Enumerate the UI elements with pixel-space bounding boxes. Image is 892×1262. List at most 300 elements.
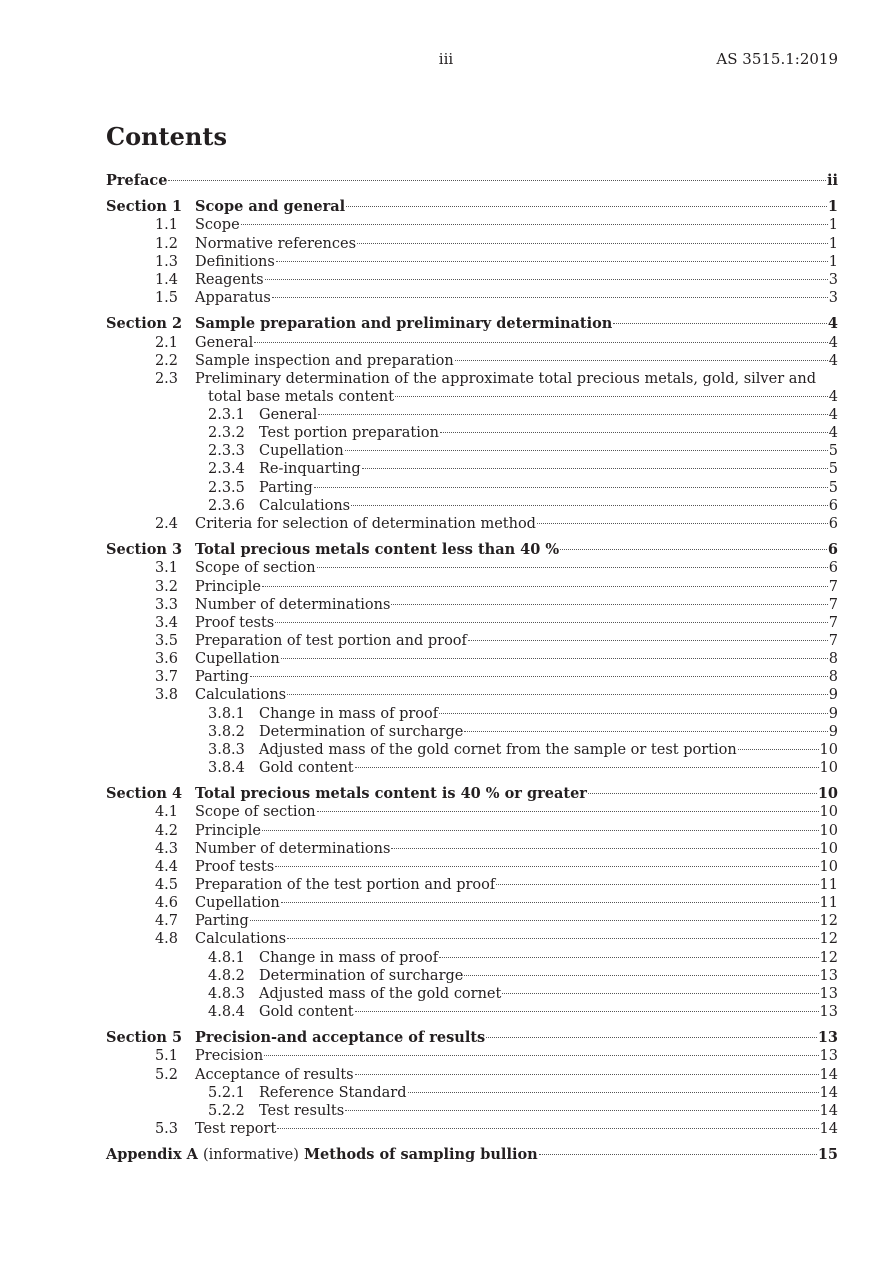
toc-entry[interactable] xyxy=(106,198,838,216)
dot-leader xyxy=(281,902,819,903)
toc-entry-title: Calculations xyxy=(195,687,287,704)
header-standard-code: AS 3515.1:2019 xyxy=(716,50,838,68)
toc-entry[interactable] xyxy=(106,442,838,460)
toc-entry-title: Scope and general xyxy=(195,198,346,216)
toc-entry-line xyxy=(195,253,838,271)
toc-entry-number: 1.2 xyxy=(154,235,178,252)
toc-entry-number: Section 2 xyxy=(106,315,183,333)
toc-entry-page-number: 10 xyxy=(819,858,838,875)
toc-entry-title: Test results xyxy=(259,1102,345,1119)
toc-entry[interactable] xyxy=(106,578,838,596)
dot-leader xyxy=(265,279,828,280)
toc-entry-line xyxy=(259,479,838,497)
toc-entry[interactable] xyxy=(106,388,838,406)
toc-entry-number: 5.2.2 xyxy=(208,1102,245,1119)
toc-entry-number: 3.2 xyxy=(154,578,178,595)
toc-entry-line xyxy=(195,315,838,333)
toc-entry-line xyxy=(195,271,838,289)
dot-leader xyxy=(486,1037,817,1038)
toc-entry-page-number: 7 xyxy=(828,614,838,631)
dot-leader xyxy=(254,342,827,343)
toc-entry[interactable] xyxy=(106,315,838,333)
toc-entry-page-number: 5 xyxy=(828,479,838,496)
page-title: Contents xyxy=(106,122,227,151)
toc-entry-line xyxy=(195,1066,838,1084)
toc-entry-title: Scope of section xyxy=(195,560,316,577)
toc-entry-page-number: 10 xyxy=(819,804,838,821)
toc-entry-number: 1.1 xyxy=(154,217,178,234)
toc-entry-title: Precision-and acceptance of results xyxy=(195,1029,486,1047)
toc-entry-page-number: 14 xyxy=(819,1066,838,1083)
dot-leader xyxy=(317,811,819,812)
toc-entry-line xyxy=(195,559,838,577)
toc-entry[interactable] xyxy=(106,352,838,370)
toc-entry-page-number: 3 xyxy=(828,290,838,307)
toc-entry-page-number: 4 xyxy=(828,388,838,405)
toc-entry[interactable] xyxy=(106,705,838,723)
table-of-contents xyxy=(106,172,838,1164)
toc-entry-page-number: 12 xyxy=(819,949,838,966)
toc-entry-number: 4.3 xyxy=(154,840,178,857)
toc-entry[interactable] xyxy=(106,1084,838,1102)
toc-entry-number: 4.8.1 xyxy=(208,949,245,966)
toc-entry[interactable] xyxy=(106,515,838,533)
toc-entry-line xyxy=(259,406,838,424)
toc-entry-title: Number of determinations xyxy=(195,596,391,613)
toc-entry-number: 4.8.2 xyxy=(208,967,245,984)
toc-entry-number: 2.4 xyxy=(154,515,178,532)
toc-entry[interactable] xyxy=(106,822,838,840)
toc-entry-title: Calculations xyxy=(195,931,287,948)
toc-entry-page-number: 8 xyxy=(828,651,838,668)
toc-entry[interactable] xyxy=(106,967,838,985)
toc-entry-line xyxy=(208,388,838,406)
toc-entry[interactable] xyxy=(106,460,838,478)
toc-entry[interactable] xyxy=(106,985,838,1003)
toc-entry-line xyxy=(259,442,838,460)
dot-leader xyxy=(287,694,828,695)
toc-entry-page-number: 12 xyxy=(819,913,838,930)
toc-entry[interactable] xyxy=(106,912,838,930)
toc-entry-title: Parting xyxy=(195,669,249,686)
toc-entry-line xyxy=(195,686,838,704)
dot-leader xyxy=(317,567,828,568)
toc-entry-number: 2.3.5 xyxy=(208,479,245,496)
appendix-title: Methods of sampling bullion xyxy=(303,1146,538,1164)
toc-entry-title: Sample preparation and preliminary determination xyxy=(195,315,613,333)
toc-entry-page-number: 11 xyxy=(819,876,838,893)
toc-entry-page-number: 9 xyxy=(828,723,838,740)
toc-entry-number: 3.8.4 xyxy=(208,759,245,776)
toc-entry[interactable] xyxy=(106,1066,838,1084)
toc-entry-title: Cupellation xyxy=(195,895,280,912)
toc-entry[interactable] xyxy=(106,876,838,894)
toc-entry[interactable] xyxy=(106,334,838,352)
toc-entry[interactable] xyxy=(106,894,838,912)
dot-leader xyxy=(613,323,827,324)
toc-entry[interactable] xyxy=(106,541,838,559)
toc-entry-title: Total precious metals content is 40 % or greater xyxy=(195,785,587,803)
toc-entry-number: 4.6 xyxy=(154,895,178,912)
toc-entry-title: Principle xyxy=(195,578,261,595)
toc-entry-title: Parting xyxy=(195,913,249,930)
toc-entry-number: 3.8.3 xyxy=(208,741,245,758)
toc-entry[interactable] xyxy=(106,930,838,948)
toc-entry-number: 4.2 xyxy=(154,822,178,839)
toc-entry-page-number: 14 xyxy=(819,1102,838,1119)
toc-entry-line xyxy=(259,985,838,1003)
toc-entry-page-number: 7 xyxy=(828,578,838,595)
toc-entry-line xyxy=(259,424,838,442)
toc-entry-number: 4.7 xyxy=(154,913,178,930)
toc-entry-title: Adjusted mass of the gold cornet from the sample or test portion xyxy=(259,741,737,758)
toc-entry[interactable] xyxy=(106,949,838,967)
toc-entry-line xyxy=(195,515,838,533)
toc-entry-page-number: 4 xyxy=(828,352,838,369)
toc-entry-line xyxy=(195,216,838,234)
toc-entry-line xyxy=(195,235,838,253)
toc-entry[interactable] xyxy=(106,1047,838,1065)
dot-leader xyxy=(539,1154,817,1155)
toc-entry-line xyxy=(195,785,838,803)
toc-entry[interactable] xyxy=(106,172,838,190)
dot-leader xyxy=(502,993,818,994)
dot-leader xyxy=(262,830,819,831)
toc-entry-title: Change in mass of proof xyxy=(259,705,439,722)
toc-entry-title: Acceptance of results xyxy=(195,1066,354,1083)
dot-leader xyxy=(439,713,828,714)
toc-entry-line xyxy=(259,723,838,741)
toc-entry-number: 4.4 xyxy=(154,858,178,875)
toc-entry-title xyxy=(106,1146,538,1164)
toc-entry-page-number: 10 xyxy=(819,741,838,758)
toc-entry-title: Parting xyxy=(259,479,313,496)
toc-entry-line xyxy=(195,632,838,650)
toc-entry[interactable] xyxy=(106,1102,838,1120)
toc-entry-number: 3.1 xyxy=(154,560,178,577)
toc-entry-title: Total precious metals content less than 40 % xyxy=(195,541,560,559)
toc-entry-page-number: 5 xyxy=(828,443,838,460)
toc-entry-title: Re-inquarting xyxy=(259,461,361,478)
toc-entry[interactable] xyxy=(106,596,838,614)
toc-entry-title: Scope xyxy=(195,217,240,234)
toc-entry[interactable] xyxy=(106,1146,838,1164)
dot-leader xyxy=(262,586,828,587)
toc-entry-title: Gold content xyxy=(259,759,354,776)
toc-entry-title: Criteria for selection of determination method xyxy=(195,515,536,532)
toc-entry-number: 2.3.6 xyxy=(208,497,245,514)
toc-entry-page-number: 4 xyxy=(828,334,838,351)
toc-entry-page-number: 10 xyxy=(819,759,838,776)
toc-entry[interactable] xyxy=(106,741,838,759)
toc-entry-title: Reagents xyxy=(195,271,264,288)
toc-entry[interactable] xyxy=(106,858,838,876)
dot-leader xyxy=(168,180,826,181)
toc-entry[interactable] xyxy=(106,1003,838,1021)
toc-entry-title: General xyxy=(259,407,318,424)
toc-entry[interactable] xyxy=(106,406,838,424)
toc-entry-line xyxy=(106,1146,838,1164)
toc-entry-number: 1.4 xyxy=(154,271,178,288)
dot-leader xyxy=(264,1055,818,1056)
toc-entry-title: Normative references xyxy=(195,235,357,252)
toc-entry-line xyxy=(106,172,838,190)
toc-entry-number: 1.3 xyxy=(154,253,178,270)
toc-entry-number: 2.2 xyxy=(154,352,178,369)
toc-entry-number: 3.4 xyxy=(154,614,178,631)
toc-entry-title: Test portion preparation xyxy=(259,425,439,442)
toc-entry-number: 2.3 xyxy=(154,370,178,387)
dot-leader xyxy=(357,243,828,244)
toc-entry-page-number: 15 xyxy=(817,1146,838,1164)
toc-entry-line xyxy=(195,668,838,686)
toc-entry-line xyxy=(195,578,838,596)
toc-entry-number: 3.8.1 xyxy=(208,705,245,722)
toc-entry-number: 2.1 xyxy=(154,334,178,351)
toc-entry[interactable] xyxy=(106,668,838,686)
dot-leader xyxy=(272,297,828,298)
dot-leader xyxy=(560,549,827,550)
toc-entry-line xyxy=(259,759,838,777)
toc-entry-title: Reference Standard xyxy=(259,1084,407,1101)
header-page-number: iii xyxy=(438,50,454,68)
toc-entry-number: 3.6 xyxy=(154,651,178,668)
toc-entry-line xyxy=(195,1029,838,1047)
toc-entry-line xyxy=(195,912,838,930)
toc-entry-page-number: 10 xyxy=(819,840,838,857)
dot-leader xyxy=(496,884,818,885)
toc-entry-page-number: 13 xyxy=(819,1003,838,1020)
toc-entry-number: 5.1 xyxy=(154,1048,178,1065)
dot-leader xyxy=(241,224,828,225)
toc-entry[interactable] xyxy=(106,216,838,234)
toc-entry-page-number: 6 xyxy=(828,560,838,577)
toc-entry-page-number: 1 xyxy=(827,198,838,216)
toc-entry-number: 3.8.2 xyxy=(208,723,245,740)
toc-entry[interactable] xyxy=(106,632,838,650)
toc-entry-page-number: 1 xyxy=(828,217,838,234)
toc-entry-line xyxy=(259,497,838,515)
dot-leader xyxy=(391,848,818,849)
toc-entry-page-number: 7 xyxy=(828,632,838,649)
appendix-type: (informative) xyxy=(202,1147,299,1164)
dot-leader xyxy=(464,975,818,976)
toc-entry-line xyxy=(259,1003,838,1021)
dot-leader xyxy=(362,468,828,469)
toc-entry[interactable] xyxy=(106,723,838,741)
toc-entry-line xyxy=(195,1047,838,1065)
toc-entry-number: Section 1 xyxy=(106,198,183,216)
toc-entry-title: Preparation of test portion and proof xyxy=(195,632,467,649)
toc-entry-title: Number of determinations xyxy=(195,840,391,857)
toc-entry-title: Definitions xyxy=(195,253,275,270)
toc-entry-line xyxy=(195,650,838,668)
toc-entry[interactable] xyxy=(106,686,838,704)
toc-entry-number: 1.5 xyxy=(154,290,178,307)
toc-entry-title: Determination of surcharge xyxy=(259,967,464,984)
toc-entry[interactable] xyxy=(106,614,838,632)
toc-entry-title: Cupellation xyxy=(259,443,344,460)
dot-leader xyxy=(738,749,819,750)
toc-entry[interactable] xyxy=(106,759,838,777)
dot-leader xyxy=(355,1074,819,1075)
toc-entry-number: 3.5 xyxy=(154,632,178,649)
dot-leader xyxy=(408,1092,819,1093)
dot-leader xyxy=(464,731,827,732)
toc-entry-number: Section 4 xyxy=(106,785,183,803)
toc-entry-line xyxy=(195,822,838,840)
toc-entry-line xyxy=(259,705,838,723)
toc-entry-line xyxy=(259,741,838,759)
toc-entry[interactable] xyxy=(106,479,838,497)
toc-entry-line xyxy=(259,460,838,478)
toc-entry-line xyxy=(259,1084,838,1102)
appendix-label: Appendix A xyxy=(106,1146,198,1164)
dot-leader xyxy=(468,640,828,641)
dot-leader xyxy=(281,658,828,659)
dot-leader xyxy=(355,1011,819,1012)
toc-entry[interactable] xyxy=(106,271,838,289)
toc-entry-line xyxy=(259,1102,838,1120)
toc-entry-number: 4.8.3 xyxy=(208,985,245,1002)
toc-entry[interactable] xyxy=(106,559,838,577)
toc-entry[interactable] xyxy=(106,840,838,858)
toc-entry-number: 4.8.4 xyxy=(208,1003,245,1020)
toc-entry-line xyxy=(259,967,838,985)
toc-entry[interactable] xyxy=(106,785,838,803)
toc-entry-page-number: 13 xyxy=(819,985,838,1002)
toc-entry[interactable] xyxy=(106,235,838,253)
toc-entry-title: Principle xyxy=(195,822,261,839)
toc-entry-number: Section 3 xyxy=(106,541,183,559)
dot-leader xyxy=(275,866,818,867)
toc-entry-title: Proof tests xyxy=(195,614,275,631)
toc-entry-title: Cupellation xyxy=(195,651,280,668)
toc-entry-page-number: 13 xyxy=(819,1048,838,1065)
toc-entry[interactable] xyxy=(106,370,838,388)
toc-entry[interactable] xyxy=(106,1029,838,1047)
toc-entry-title: Preparation of the test portion and proof xyxy=(195,876,496,893)
dot-leader xyxy=(391,604,827,605)
toc-entry[interactable] xyxy=(106,497,838,515)
toc-entry-line xyxy=(195,541,838,559)
toc-entry[interactable] xyxy=(106,289,838,307)
toc-entry-title: Change in mass of proof xyxy=(259,949,439,966)
toc-entry-page-number: 4 xyxy=(828,407,838,424)
toc-entry-page-number: 10 xyxy=(817,785,838,803)
toc-entry-line xyxy=(195,876,838,894)
toc-entry-title: Test report xyxy=(195,1120,277,1137)
toc-entry-page-number: 4 xyxy=(827,315,838,333)
dot-leader xyxy=(345,1110,818,1111)
toc-entry-number: 3.3 xyxy=(154,596,178,613)
toc-entry-title: Calculations xyxy=(259,497,351,514)
toc-entry-title: Precision xyxy=(195,1048,264,1065)
toc-entry-number: 2.3.4 xyxy=(208,461,245,478)
toc-entry[interactable] xyxy=(106,1120,838,1138)
toc-entry-number: 4.5 xyxy=(154,876,178,893)
toc-entry-page-number: 1 xyxy=(828,235,838,252)
toc-entry-title: General xyxy=(195,334,254,351)
dot-leader xyxy=(346,206,827,207)
toc-entry-number: 2.3.1 xyxy=(208,407,245,424)
dot-leader xyxy=(250,676,828,677)
toc-entry-title: Scope of section xyxy=(195,804,316,821)
dot-leader xyxy=(276,261,828,262)
toc-entry[interactable] xyxy=(106,424,838,442)
toc-entry-page-number: 5 xyxy=(828,461,838,478)
toc-entry-line xyxy=(195,198,838,216)
toc-entry-page-number: 6 xyxy=(828,497,838,514)
toc-entry-title: Determination of surcharge xyxy=(259,723,464,740)
toc-entry-page-number: 6 xyxy=(827,541,838,559)
dot-leader xyxy=(440,432,828,433)
toc-entry-title: total base metals content xyxy=(208,388,395,405)
toc-entry-page-number: 12 xyxy=(819,931,838,948)
dot-leader xyxy=(355,767,819,768)
toc-entry-title: Apparatus xyxy=(195,290,271,307)
toc-entry-number: Section 5 xyxy=(106,1029,183,1047)
toc-entry-page-number: 3 xyxy=(828,271,838,288)
toc-entry-title: Adjusted mass of the gold cornet xyxy=(259,985,502,1002)
toc-entry-number: 4.8 xyxy=(154,931,178,948)
toc-entry-page-number: 7 xyxy=(828,596,838,613)
toc-entry-page-number: 8 xyxy=(828,669,838,686)
dot-leader xyxy=(277,1128,818,1129)
toc-entry-number: 2.3.2 xyxy=(208,425,245,442)
dot-leader xyxy=(351,505,828,506)
dot-leader xyxy=(250,920,819,921)
toc-entry-line xyxy=(195,1120,838,1138)
toc-entry-page-number: 14 xyxy=(819,1084,838,1101)
toc-entry-page-number: ii xyxy=(826,172,838,189)
toc-entry-page-number: 13 xyxy=(819,967,838,984)
toc-entry-line xyxy=(195,614,838,632)
toc-entry-line xyxy=(195,803,838,821)
toc-entry-page-number: 6 xyxy=(828,515,838,532)
toc-entry-line xyxy=(195,858,838,876)
dot-leader xyxy=(395,396,828,397)
toc-entry-line xyxy=(195,894,838,912)
toc-entry-title: Gold content xyxy=(259,1003,354,1020)
toc-entry-number: 2.3.3 xyxy=(208,443,245,460)
dot-leader xyxy=(455,360,828,361)
dot-leader xyxy=(345,450,828,451)
toc-entry[interactable] xyxy=(106,650,838,668)
toc-entry-line xyxy=(259,949,838,967)
toc-entry-page-number: 11 xyxy=(819,895,838,912)
toc-entry-line xyxy=(195,334,838,352)
toc-entry-title: Proof tests xyxy=(195,858,275,875)
toc-entry[interactable] xyxy=(106,803,838,821)
dot-leader xyxy=(439,957,818,958)
toc-entry-number: 4.1 xyxy=(154,804,178,821)
toc-entry-line xyxy=(195,840,838,858)
toc-entry[interactable] xyxy=(106,253,838,271)
toc-entry-line xyxy=(195,289,838,307)
toc-entry-page-number: 9 xyxy=(828,705,838,722)
toc-entry-number: 5.3 xyxy=(154,1120,178,1137)
dot-leader xyxy=(318,414,827,415)
dot-leader xyxy=(287,938,818,939)
dot-leader xyxy=(275,622,828,623)
toc-entry-line xyxy=(195,930,838,948)
toc-entry-title: Preliminary determination of the approximate total precious metals, gold, silver and xyxy=(195,370,817,387)
toc-entry-page-number: 14 xyxy=(819,1120,838,1137)
toc-entry-title: Preface xyxy=(106,172,168,189)
dot-leader xyxy=(537,523,828,524)
toc-entry-number: 5.2 xyxy=(154,1066,178,1083)
